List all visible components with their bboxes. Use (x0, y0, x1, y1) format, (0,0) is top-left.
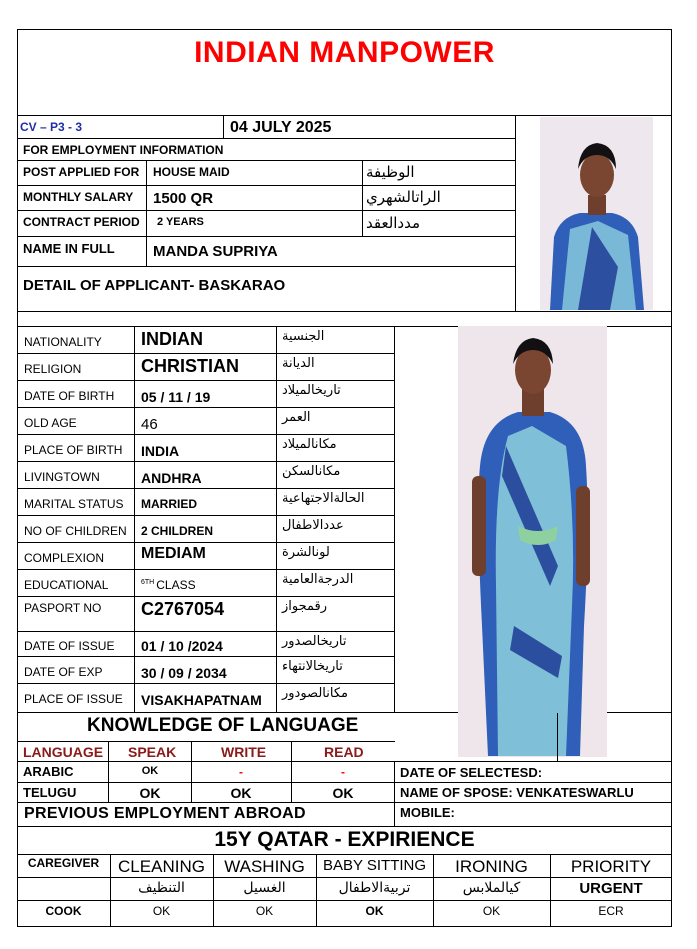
divider (17, 877, 672, 878)
separator-band (17, 311, 672, 327)
personal-label: PLACE OF ISSUE (24, 692, 123, 706)
personal-arabic: الدرجةالعامية (282, 572, 354, 587)
personal-label: MARITAL STATUS (24, 497, 124, 511)
personal-arabic: لونالشرة (282, 545, 330, 560)
divider (17, 461, 395, 462)
personal-label: DATE OF EXP (24, 665, 103, 679)
personal-value: INDIA (141, 443, 180, 459)
name-label: NAME IN FULL (23, 241, 115, 256)
personal-arabic: تاريخالانتهاء (282, 659, 343, 674)
skill-value: COOK (45, 904, 82, 918)
language-title: KNOWLEDGE OF LANGUAGE (87, 715, 359, 736)
divider (17, 713, 18, 827)
salary-value: 1500 QR (153, 190, 214, 207)
personal-arabic: الجنسية (282, 329, 325, 344)
divider (17, 900, 672, 901)
skill-value: ECR (598, 904, 624, 918)
personal-label: LIVINGTOWN (24, 470, 100, 484)
personal-value: 2 CHILDREN (141, 524, 214, 538)
lang-row-write: - (239, 765, 243, 779)
skill-value: OK (255, 904, 274, 918)
lang-header-speak: SPEAK (128, 744, 177, 760)
salary-label: MONTHLY SALARY (23, 190, 134, 204)
personal-label: DATE OF BIRTH (24, 389, 115, 403)
personal-label: RELIGION (24, 362, 82, 376)
personal-arabic: العمر (282, 410, 311, 425)
personal-value: 01 / 10 /2024 (141, 638, 223, 654)
personal-value: VISAKHAPATNAM (141, 692, 262, 708)
skill-arabic: الغسيل (243, 880, 286, 896)
divider (17, 656, 395, 657)
lang-row-read: - (341, 765, 345, 779)
education-superscript: 6TH (141, 579, 155, 586)
divider (17, 631, 395, 632)
skill-header: WASHING (224, 857, 305, 876)
divider (17, 761, 672, 762)
cv-code: CV – P3 - 3 (20, 120, 83, 134)
personal-arabic: عددالاطفال (282, 518, 344, 533)
divider (17, 185, 516, 186)
personal-value: 46 (141, 416, 158, 433)
lang-row-language: TELUGU (23, 785, 77, 800)
lang-row-speak: OK (141, 765, 159, 777)
salary-arabic: الراتالشهري (366, 188, 441, 206)
divider (362, 160, 363, 236)
personal-label: NATIONALITY (24, 335, 102, 349)
personal-value: C2767054 (141, 599, 225, 619)
divider (17, 160, 516, 161)
personal-label: PLACE OF BIRTH (24, 443, 123, 457)
personal-value: MEDIAM (141, 545, 206, 562)
skill-header: CLEANING (118, 857, 205, 876)
post-arabic: الوظيفة (366, 163, 415, 181)
post-value: HOUSE MAID (153, 165, 230, 179)
skill-arabic: التنظيف (138, 880, 185, 896)
personal-label: DATE OF ISSUE (24, 639, 115, 653)
contract-label: CONTRACT PERIOD (23, 215, 140, 229)
divider (17, 741, 395, 742)
divider (557, 713, 558, 761)
skill-value: OK (482, 904, 501, 918)
personal-arabic: الحالةالاجتهاعية (282, 491, 365, 506)
lang-row-write: OK (230, 785, 252, 801)
spouse-name: NAME OF SPOSE: VENKATESWARLU (400, 785, 634, 800)
lang-row-language: ARABIC (23, 764, 74, 779)
divider (17, 569, 395, 570)
personal-value: INDIAN (141, 329, 203, 349)
skill-header: IRONING (455, 857, 528, 876)
personal-arabic: تاريخالميلاد (282, 383, 341, 398)
divider (146, 160, 147, 266)
divider (17, 434, 395, 435)
date-selected: DATE OF SELECTESD: (400, 765, 543, 780)
contract-arabic: مددالعقد (366, 214, 421, 232)
skill-value: OK (152, 904, 171, 918)
divider (276, 326, 277, 712)
personal-label: OLD AGE (24, 416, 77, 430)
skill-arabic: URGENT (579, 880, 643, 897)
photo-divider (515, 115, 516, 312)
divider (17, 515, 395, 516)
divider (17, 488, 395, 489)
personal-arabic: رقمجواز (282, 599, 328, 614)
applicant-photo-full (458, 326, 607, 757)
skill-value: OK (365, 904, 384, 918)
mobile: MOBILE: (400, 805, 455, 820)
personal-label: COMPLEXION (24, 551, 105, 565)
personal-value: 30 / 09 / 2034 (141, 665, 227, 681)
employment-header: FOR EMPLOYMENT INFORMATION (23, 143, 224, 157)
personal-arabic: مكانالصودور (282, 686, 348, 701)
personal-label: PASPORT NO (24, 601, 102, 615)
lang-row-speak: OK (139, 785, 161, 801)
education-value: CLASS (156, 578, 196, 592)
divider (17, 380, 395, 381)
lang-row-read: OK (332, 785, 354, 801)
applicant-detail: DETAIL OF APPLICANT- BASKARAO (23, 277, 286, 294)
divider (17, 542, 395, 543)
document-title: INDIAN MANPOWER (194, 36, 495, 69)
personal-value: MARRIED (141, 497, 197, 511)
personal-label: EDUCATIONAL (24, 578, 109, 592)
divider (17, 407, 395, 408)
post-label: POST APPLIED FOR (23, 165, 140, 179)
name-value: MANDA SUPRIYA (153, 243, 278, 260)
skill-header: BABY SITTING (322, 857, 427, 874)
contract-value: 2 YEARS (157, 216, 204, 228)
personal-value: 05 / 11 / 19 (141, 389, 211, 405)
divider (17, 210, 516, 211)
skill-arabic: كيالملابس (462, 880, 521, 896)
divider (17, 353, 395, 354)
personal-value (141, 579, 196, 591)
personal-arabic: مكانالميلاد (282, 437, 337, 452)
lang-header-read: READ (324, 744, 364, 760)
personal-arabic: الديانة (282, 356, 315, 371)
personal-arabic: مكانالسكن (282, 464, 341, 479)
divider (17, 236, 516, 237)
divider (17, 802, 672, 803)
applicant-photo-small (540, 117, 653, 310)
lang-header-language: LANGUAGE (23, 744, 104, 760)
divider (671, 713, 672, 827)
lang-header-write: WRITE (221, 744, 267, 760)
personal-value: ANDHRA (141, 470, 202, 486)
document-date: 04 JULY 2025 (230, 119, 332, 136)
skill-header: CAREGIVER (27, 856, 100, 870)
divider (17, 683, 395, 684)
skill-arabic: تربيةالاطفال (338, 880, 411, 896)
personal-value: CHRISTIAN (141, 356, 239, 376)
divider (394, 326, 395, 713)
skill-header: PRIORITY (570, 857, 652, 876)
personal-label: NO OF CHILDREN (24, 524, 127, 538)
divider (134, 326, 135, 712)
divider (17, 782, 672, 783)
experience-text: 15Y QATAR - EXPIRIENCE (214, 828, 475, 851)
previous-employment: PREVIOUS EMPLOYMENT ABROAD (24, 805, 306, 822)
divider (17, 596, 395, 597)
personal-arabic: تاريخالصدور (282, 634, 347, 649)
divider (17, 266, 516, 267)
